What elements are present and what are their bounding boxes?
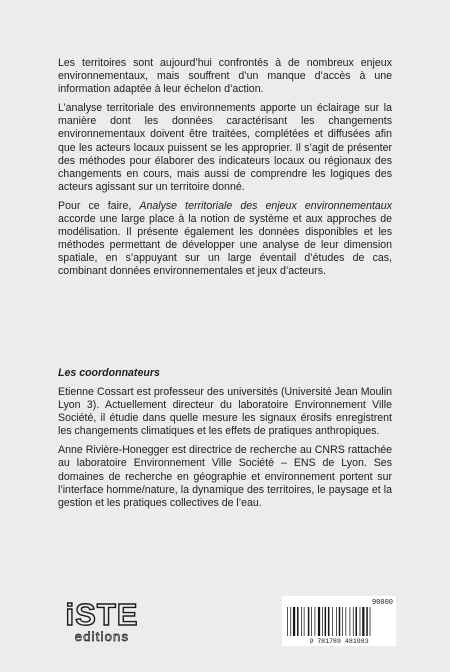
para3-after: accorde une large place à la notion de système et aux approches de modélisation. Il présente également les données disponibles et les méthodes permettant de développer une analyse de leur dimension spatiale, en s’appuyant sur un large éventail d’études de cas, combinant données environnementales et jeux d’acteurs. — [58, 213, 392, 278]
intro-paragraph-2: L’analyse territoriale des environnements apporte un éclairage sur la manière dont les données caractérisant les changements environnementaux doivent être traitées, complétées et diffusées afin que les acteurs locaux puissent se les approprier. Il s’agit de présenter des méthodes pour élaborer des indicateurs locaux ou régionaux des changements en cours, mais aussi de comprendre les logiques des acteurs agissant sur un territoire donné. — [58, 102, 392, 193]
coordinator-bio-1: Etienne Cossart est professeur des universités (Université Jean Moulin Lyon 3). Actuellement directeur du laboratoire Environnement Ville Société, il étudie dans quelle mesure les signaux érosifs enregistrent les changements climatiques et les effets de pratiques anthropiques. — [58, 386, 392, 438]
barcode-bar — [339, 607, 341, 636]
barcode-bar — [315, 607, 316, 636]
barcode-bar — [353, 607, 354, 636]
barcode-bar — [356, 607, 358, 636]
barcode-bar — [345, 607, 346, 636]
barcode-bar — [328, 607, 330, 636]
intro-paragraph-1: Les territoires sont aujourd’hui confrontés à de nombreux enjeux environnementaux, mais souffrent d’un manque d’accès à une information adaptée à leur échelon d’action. — [58, 57, 392, 96]
barcode-bar — [350, 607, 351, 636]
barcode-bar — [322, 607, 323, 636]
barcode-bar — [290, 607, 291, 636]
barcode-bar — [311, 607, 312, 636]
book-title-italic: Analyse territoriale des enjeux environnementaux — [139, 199, 392, 212]
barcode-bar — [297, 607, 299, 636]
coordinators-title: Les coordonnateurs — [58, 367, 160, 379]
iste-logo — [57, 595, 147, 645]
barcode-bar — [360, 607, 361, 636]
barcode-bar — [308, 607, 310, 636]
logo-editions-text: editions — [74, 629, 130, 644]
barcode-bar — [301, 607, 302, 636]
intro-paragraph-3 — [58, 200, 392, 279]
barcode-bar — [370, 607, 371, 636]
para3-before: Pour ce faire, — [58, 199, 140, 212]
barcode-bar — [287, 607, 288, 636]
logo-iste-text: iSTE — [65, 597, 139, 632]
barcode-bar — [362, 607, 364, 636]
barcode-graphic — [282, 596, 396, 646]
barcode-bar — [325, 607, 327, 636]
barcode-bar — [342, 607, 343, 636]
coordinator-bio-2: Anne Rivière-Honegger est directrice de recherche au CNRS rattachée au laboratoire Environnement Ville Société – ENS de Lyon. Ses domaines de recherche en géographie et environnement portent sur l’interface homme/nature, la dynamique des territoires, le paysage et la gestion et les pratiques collectives de l’eau. — [58, 444, 392, 509]
barcode — [282, 596, 396, 646]
barcode-bar — [332, 607, 333, 636]
description — [58, 57, 392, 285]
barcode-bar — [366, 607, 368, 636]
barcode-bar — [304, 607, 305, 636]
barcode-bar — [336, 607, 337, 636]
coordinators-section — [58, 367, 392, 516]
barcode-bar — [318, 607, 320, 636]
barcode-digits: 9 781789 481983 — [309, 638, 369, 645]
barcode-bar — [293, 607, 295, 636]
barcode-price-code: 90000 — [371, 599, 393, 607]
